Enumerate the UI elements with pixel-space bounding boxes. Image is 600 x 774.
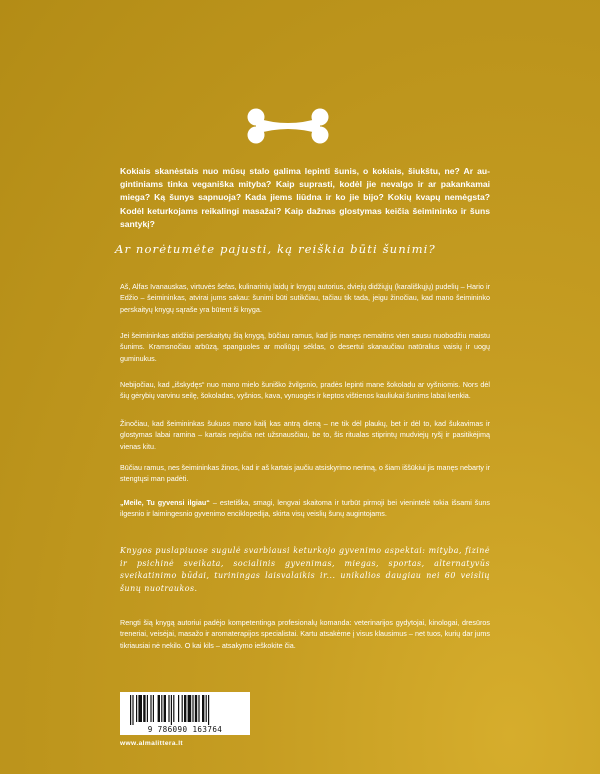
book-summary [120,497,490,520]
headline-question: Ar norėtumėte pajusti, ką reiškia būti šunimi? [115,242,436,256]
barcode-bar [161,695,162,722]
barcode-bar [184,695,186,722]
isbn-barcode [120,692,250,735]
dog-bone-icon [246,108,330,144]
book-title: „Meile, Tu gyvensi ilgiau“ [120,498,210,507]
barcode-bar [138,695,142,722]
barcode-bar [168,695,169,722]
barcode-bar [173,695,174,722]
barcode-bar [164,695,166,722]
barcode-bar [192,695,193,722]
author-paragraph: Aš, Alfas Ivanauskas, virtuvės šefas, kulinarinių laidų ir knygų autorius, dviejų didžiųjų (karališkųjų) pudelių – Hario ir Edžio – šeimininkas, atvirai jums sakau: šunimi būti sutikčiau, tačiau tik tada, jeigu žinočiau, kad mano šeimininko perskaityų knygų sąraše yra būtent ši knyga. [120,282,490,314]
barcode-bar [143,695,145,722]
barcode-bar [153,695,154,722]
barcode-bar [136,695,137,722]
barcode-bar [182,695,183,722]
book-description: – estetiška, smagi, lengvai skaitoma ir turbūt pirmoji bei vienintelė tokia išsami šuns ilgesnio ir laimingesnio gyvenimo enciklopedija, skirta visų veislių šunų augintojams. [120,498,490,519]
barcode-bar [195,695,197,722]
barcode-bar [206,695,207,722]
book-features: Knygos puslapiuose sugulė svarbiausi keturkojo gyvenimo aspektai: mityba, fizinė ir psichinė sveikata, socialinis gyvenimas, miegas, sportas, alternatyvūs sveikatinimo būdai, turiningas laisvalaikis ir... unikalios daugiau nei 60 veislių šunų nuotraukos. [120,546,490,593]
food-paragraph: Jei šeimininkas atidžiai perskaitytų šią knygą, būčiau ramus, kad jis manęs nemaitins vien sausu nuobodžiu maistu šunims. Kramsnočiau arbūzą, spanguoles ar moliūgų sėklas, o desertui skanaučiau natūralius vaisių ir uogų guminukus. [120,331,490,363]
barcode-bar [171,695,172,725]
danger-paragraph: Nebijočiau, kad „išskydęs“ nuo mano mielo šuniško žvilgsnio, pradės lepinti mane šokoladu ar vyšniomis. Nors dėl šių gėrybių varvinu seilę, šokoladas, vyšnios, kava, vynuogės ir keptos vištienos kauliukai šunims labai kenkia. [120,380,490,401]
barcode-bar [158,695,160,722]
grooming-paragraph: Žinočiau, kad šeimininkas šukuos mano kailį kas antrą dieną – ne tik dėl plaukų, bet ir dėl to, kad šukavimas ir glostymas labai ramina – kartais nejučia net užsnausčiau, be to, šis ritualas stiprintų mudviejų ryšį ir pasitikėjimą vienas kitu. [120,419,490,451]
barcode-bar [188,695,192,722]
barcode-bar [147,695,148,722]
authors-paragraph: Rengti šią knygą autoriui padėjo kompetentinga profesionalų komanda: veterinarijos gydytojai, kinologai, dresūros treneriai, veisėjai, masažo ir aromaterapijos specialistai. Kartu atsakėme į visus klausimus – net tuos, kurių dar jums tikriausiai nė nekilo. O kai kils – atsakymo ieškokite čia. [120,618,490,650]
barcode-bar [130,695,131,725]
isbn-number: 9 786090 163764 [147,725,223,734]
barcode-bar [132,695,133,725]
barcode-bar [178,695,179,722]
publisher-website: www.almalittera.lt [120,740,184,747]
intro-questions: Kokiais skanėstais nuo mūsų stalo galima lepinti šunis, o kokiais, šiukštu, ne? Ar au- gintiniams tinka veganiška mityba? Kaip suprasti, kodėl jie nevalgo ir ar pakankamai miega? Ką šunys sapnuoja? Kada jiems liūdna ir ko jie bijo? Kokių kvapų nemėgsta? Kodėl keturkojams reikalingi masažai? Kaip dažnas glostymas keičia šeimininko ir šuns santykį? [120,166,490,229]
anxiety-paragraph: Būčiau ramus, nes šeimininkas žinos, kad ir aš kartais jaučiu atsiskyrimo nerimą, o šiam iššūkiui jis manęs nebarty ir stengtųsi man padėti. [120,463,490,484]
barcode-bar [208,695,209,725]
barcode-bars [120,692,250,726]
barcode-bar [202,695,204,722]
barcode-bar [198,695,199,722]
barcode-bar [150,695,151,722]
